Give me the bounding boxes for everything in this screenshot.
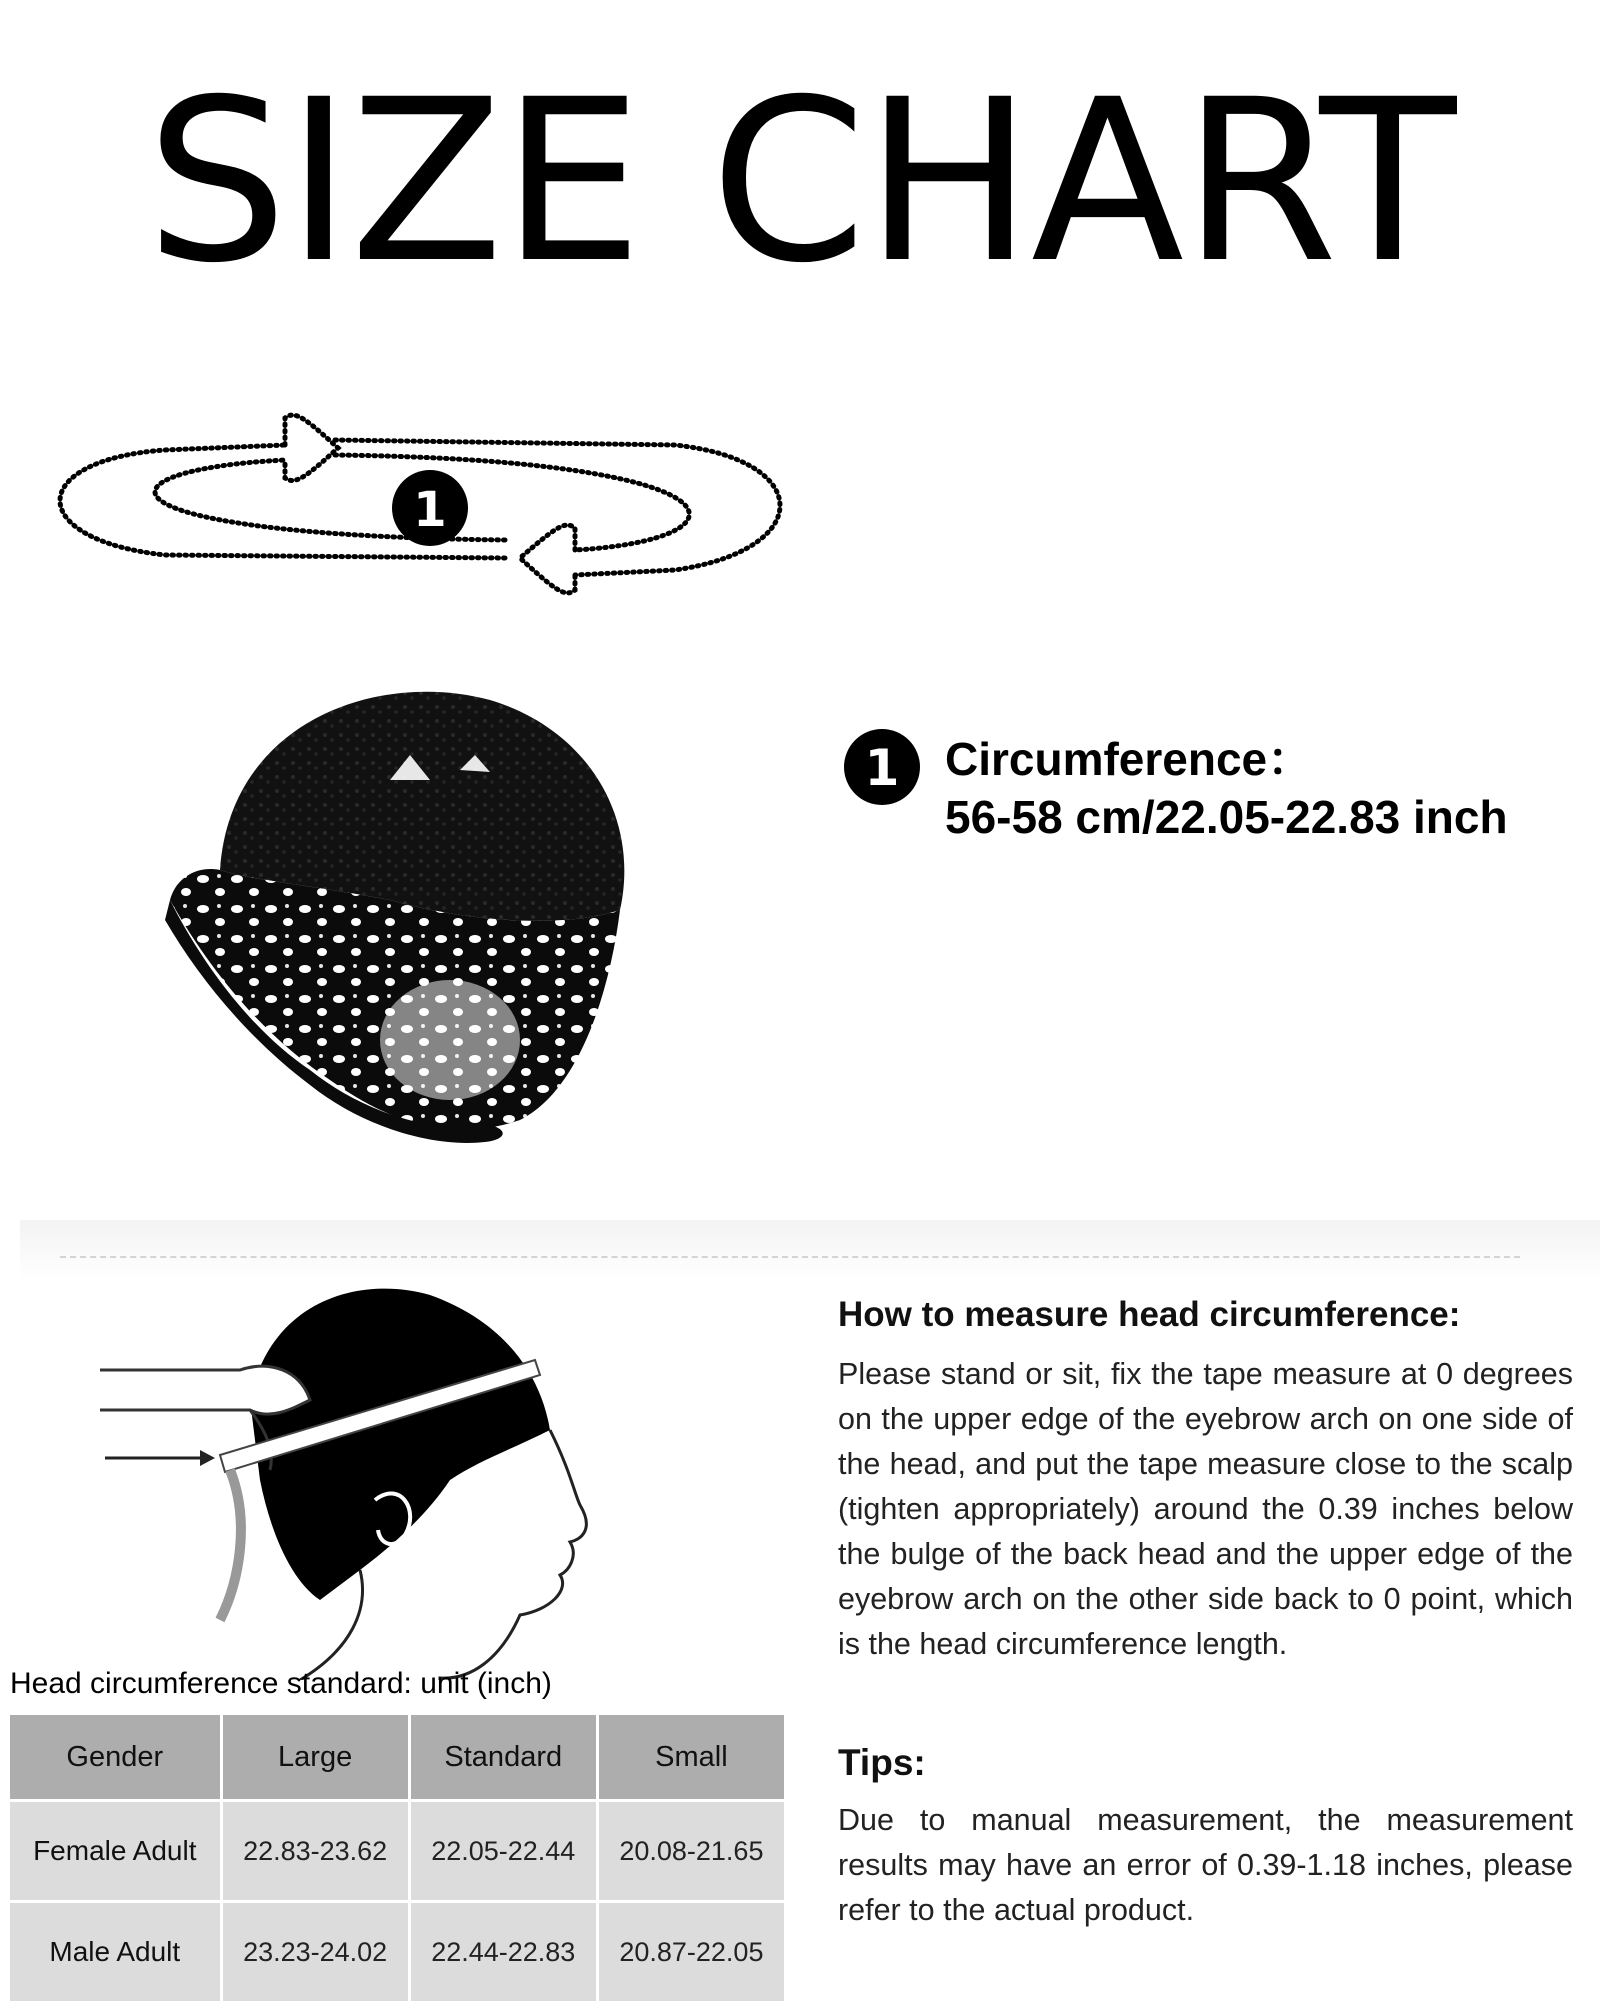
measure-instructions: Please stand or sit, fix the tape measure at 0 degrees on the upper edge of the eyebrow arch on one side of the head, and put the tape measure close to the scalp (tighten appropriately) around the 0.39 inches below the bulge of the back head and the upper edge of the eyebrow arch on the other side back to 0 point, which is the head circumference length.	[838, 1357, 1573, 1661]
tips-text: Due to manual measurement, the measurement results may have an error of 0.39-1.18 inches, please refer to the actual product.	[838, 1803, 1573, 1927]
circumference-value: 56-58 cm/22.05-22.83 inch	[945, 791, 1508, 843]
crochet-hat-image	[160, 660, 660, 1150]
divider	[60, 1256, 1520, 1258]
measure-heading: How to measure head circumference:	[838, 1295, 1461, 1334]
head-measure-diagram	[100, 1280, 660, 1680]
header-large: Large	[223, 1715, 408, 1799]
page-title: SIZE CHART	[145, 51, 1455, 312]
header-standard: Standard	[411, 1715, 596, 1799]
cell-standard: 22.05-22.44	[411, 1802, 596, 1900]
table-row	[10, 1802, 784, 1900]
header-small: Small	[599, 1715, 784, 1799]
size-table	[7, 1712, 787, 2004]
circumference-info	[945, 730, 1508, 846]
badge-1-icon	[843, 728, 921, 806]
table-caption: Head circumference standard: unit (inch)	[10, 1667, 552, 1700]
rotation-arrows-icon	[55, 400, 795, 615]
badge-1-icon	[392, 470, 468, 546]
cell-gender: Female Adult	[10, 1802, 220, 1900]
cell-large: 22.83-23.62	[223, 1802, 408, 1900]
cell-large: 23.23-24.02	[223, 1903, 408, 2001]
cell-small: 20.08-21.65	[599, 1802, 784, 1900]
svg-text:1: 1	[864, 739, 900, 797]
table-header-row	[10, 1715, 784, 1799]
tips-heading: Tips:	[838, 1742, 926, 1783]
header-gender: Gender	[10, 1715, 220, 1799]
table-row	[10, 1903, 784, 2001]
cell-small: 20.87-22.05	[599, 1903, 784, 2001]
circumference-label: Circumference：	[945, 733, 1314, 785]
cell-standard: 22.44-22.83	[411, 1903, 596, 2001]
svg-text:1: 1	[413, 482, 447, 538]
cell-gender: Male Adult	[10, 1903, 220, 2001]
